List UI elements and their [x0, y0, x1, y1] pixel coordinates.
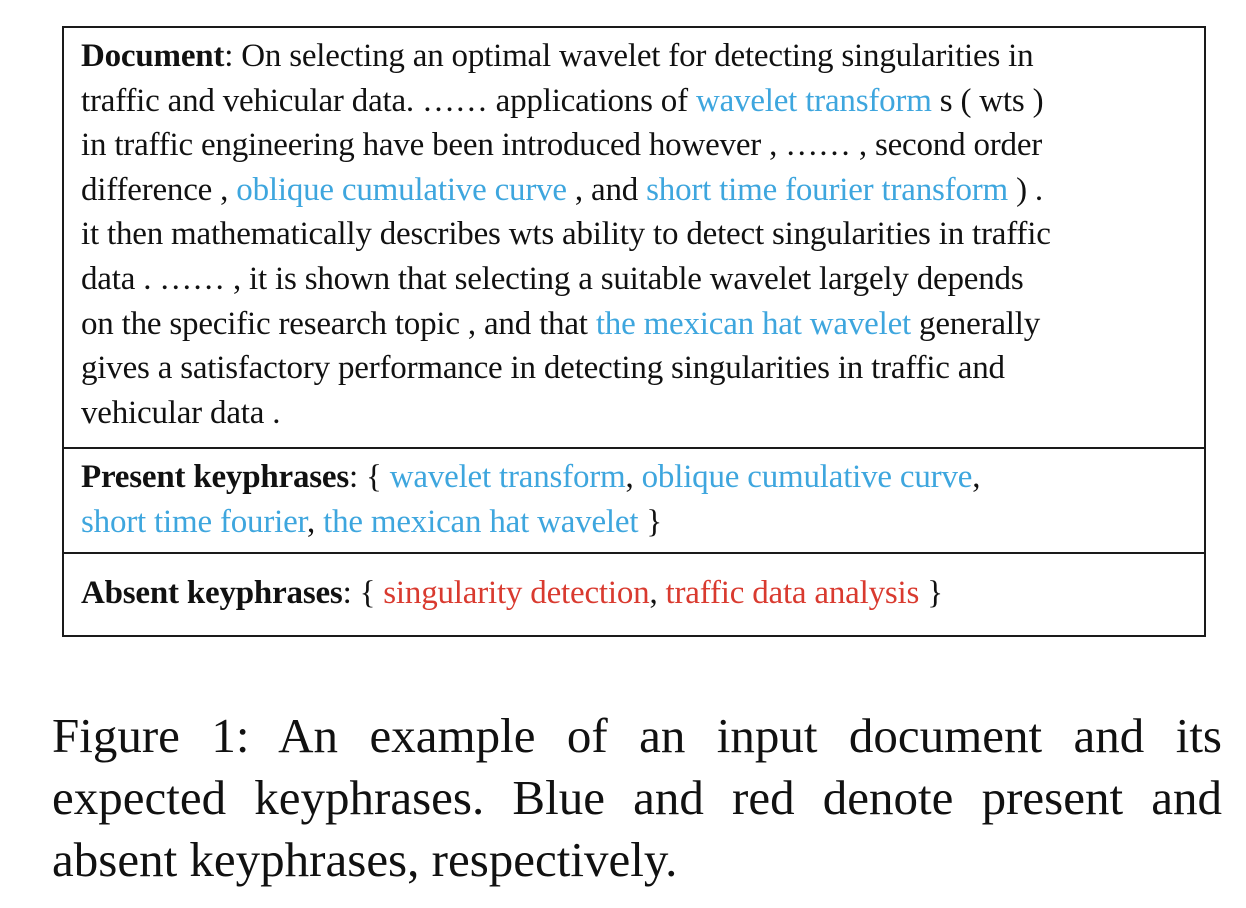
text-segment: : { [349, 459, 390, 496]
document-line [81, 257, 1188, 302]
document-line [81, 302, 1188, 347]
absent-keyphrase: traffic data analysis [665, 574, 920, 611]
absent-keyphrases-line [81, 571, 1188, 615]
text-segment: , [307, 503, 324, 540]
text-segment: on the specific research topic , and that [81, 305, 596, 342]
present-keyphrases-label: Present keyphrases [81, 459, 350, 496]
present-keyphrase: the mexican hat wavelet [323, 503, 639, 540]
text-segment: , [972, 459, 981, 496]
document-line [81, 346, 1188, 391]
present-keyphrases-line [81, 455, 1188, 500]
text-segment: traffic and vehicular data. …… applications of [81, 82, 696, 119]
figure-caption [52, 705, 1222, 891]
document-label: Document [81, 38, 225, 74]
absent-keyphrases-section [64, 552, 1204, 635]
text-segment: , [649, 574, 666, 611]
document-line [81, 168, 1188, 213]
text-segment: vehicular data . [81, 394, 281, 431]
present-keyphrase-highlight: the mexican hat wavelet [595, 305, 911, 342]
present-keyphrases-line [81, 500, 1188, 545]
absent-keyphrases-label: Absent keyphrases [81, 574, 343, 611]
text-segment: s ( wts ) [931, 82, 1044, 119]
caption-line: Figure 1: An example of an input document and its [52, 708, 1222, 763]
absent-keyphrase: singularity detection [383, 574, 650, 611]
text-segment: : { [342, 574, 384, 611]
present-keyphrase-highlight: oblique cumulative curve [236, 171, 567, 208]
caption-line: absent keyphrases, respectively. [52, 832, 678, 887]
text-segment: : On selecting an optimal wavelet for detecting singularities in [224, 38, 1034, 74]
caption-line: expected keyphrases. Blue and red denote present and [52, 770, 1222, 825]
present-keyphrases-section [64, 447, 1204, 551]
present-keyphrase: short time fourier [81, 503, 308, 540]
document-line [81, 79, 1188, 124]
text-segment: , and [566, 171, 647, 208]
text-segment: in traffic engineering have been introduced however , …… , second order [81, 127, 1043, 164]
text-segment: ) . [1008, 171, 1043, 208]
document-line [81, 34, 1188, 79]
text-segment: generally [910, 305, 1041, 342]
text-segment: data . …… , it is shown that selecting a suitable wavelet largely depends [81, 260, 1024, 297]
example-figure-box [62, 26, 1206, 637]
text-segment: gives a satisfactory performance in detecting singularities in traffic and [81, 350, 1005, 387]
present-keyphrase: wavelet transform [389, 459, 626, 496]
text-segment: } [919, 574, 943, 611]
text-segment: } [638, 503, 662, 540]
document-section [64, 28, 1204, 447]
document-line [81, 212, 1188, 257]
document-line [81, 391, 1188, 436]
present-keyphrase-highlight: short time fourier transform [646, 171, 1009, 208]
text-segment: , [625, 459, 642, 496]
present-keyphrase: oblique cumulative curve [641, 459, 973, 496]
present-keyphrase-highlight: wavelet transform [695, 82, 932, 119]
text-segment: difference , [81, 171, 237, 208]
text-segment: it then mathematically describes wts ability to detect singularities in traffic [81, 216, 1051, 253]
document-line [81, 123, 1188, 168]
